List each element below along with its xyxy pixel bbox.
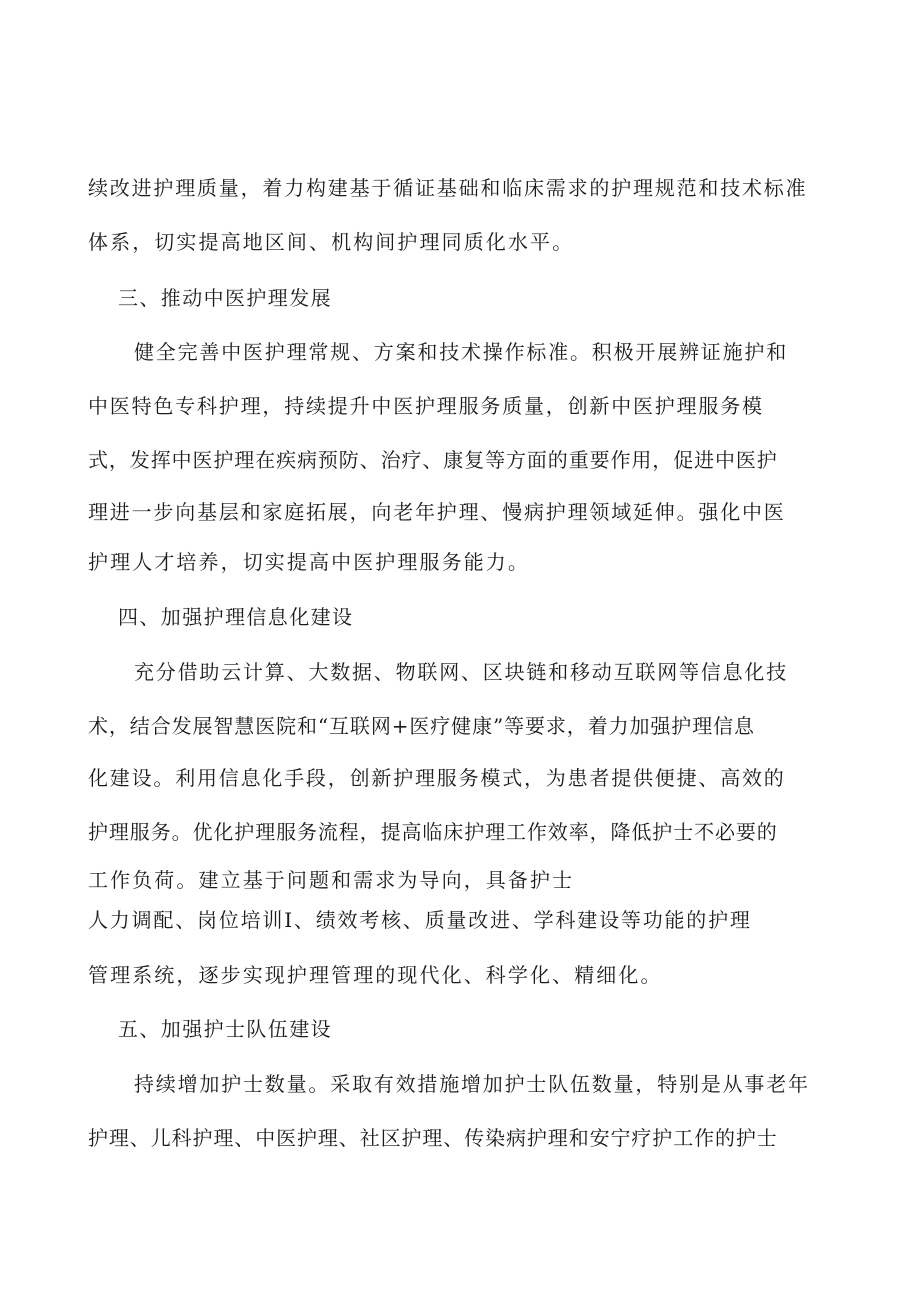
paragraph-line: 术，结合发展智慧医院和“互联网+医疗健康”等要求，着力加强护理信息	[88, 714, 755, 738]
paragraph-line: 续改进护理质量，着力构建基于循证基础和临床需求的护理规范和技术标准	[88, 176, 808, 200]
paragraph-line: 健全完善中医护理常规、方案和技术操作标准。积极开展辨证施护和	[134, 340, 788, 364]
paragraph-line: 化建设。利用信息化手段，创新护理服务模式，为患者提供便捷、高效的	[88, 766, 786, 790]
paragraph-line: 持续增加护士数量。采取有效措施增加护士队伍数量，特别是从事老年	[134, 1072, 810, 1096]
paragraph-line: 理进一步向基层和家庭拓展，向老年护理、慢病护理领域延伸。强化中医	[88, 500, 786, 524]
section-heading-4: 四、加强护理信息化建设	[118, 605, 354, 629]
paragraph-line: 工作负荷。建立基于问题和需求为导向，具备护士	[88, 868, 575, 892]
paragraph-line: 中医特色专科护理，持续提升中医护理服务质量，创新中医护理服务模	[88, 394, 764, 418]
paragraph-line: 人力调配、岗位培训Ⅰ、绩效考核、质量改进、学科建设等功能的护理	[88, 908, 752, 932]
paragraph-line: 护理服务。优化护理服务流程，提高临床护理工作效率，降低护士不必要的	[88, 820, 778, 844]
paragraph-line: 充分借助云计算、大数据、物联网、区块链和移动互联网等信息化技	[134, 660, 788, 684]
paragraph-line: 式，发挥中医护理在疾病预防、治疗、康复等方面的重要作用，促进中医护	[88, 448, 778, 472]
section-heading-5: 五、加强护士队伍建设	[118, 1017, 332, 1041]
section-heading-3: 三、推动中医护理发展	[118, 286, 332, 310]
paragraph-line: 护理、儿科护理、中医护理、社区护理、传染病护理和安宁疗护工作的护士	[88, 1126, 778, 1150]
paragraph-line: 护理人才培养，切实提高中医护理服务能力。	[88, 550, 530, 574]
paragraph-line: 管理系统，逐步实现护理管理的现代化、科学化、精细化。	[88, 963, 663, 987]
paragraph-line: 体系，切实提高地区间、机构间护理同质化水平。	[88, 230, 575, 254]
